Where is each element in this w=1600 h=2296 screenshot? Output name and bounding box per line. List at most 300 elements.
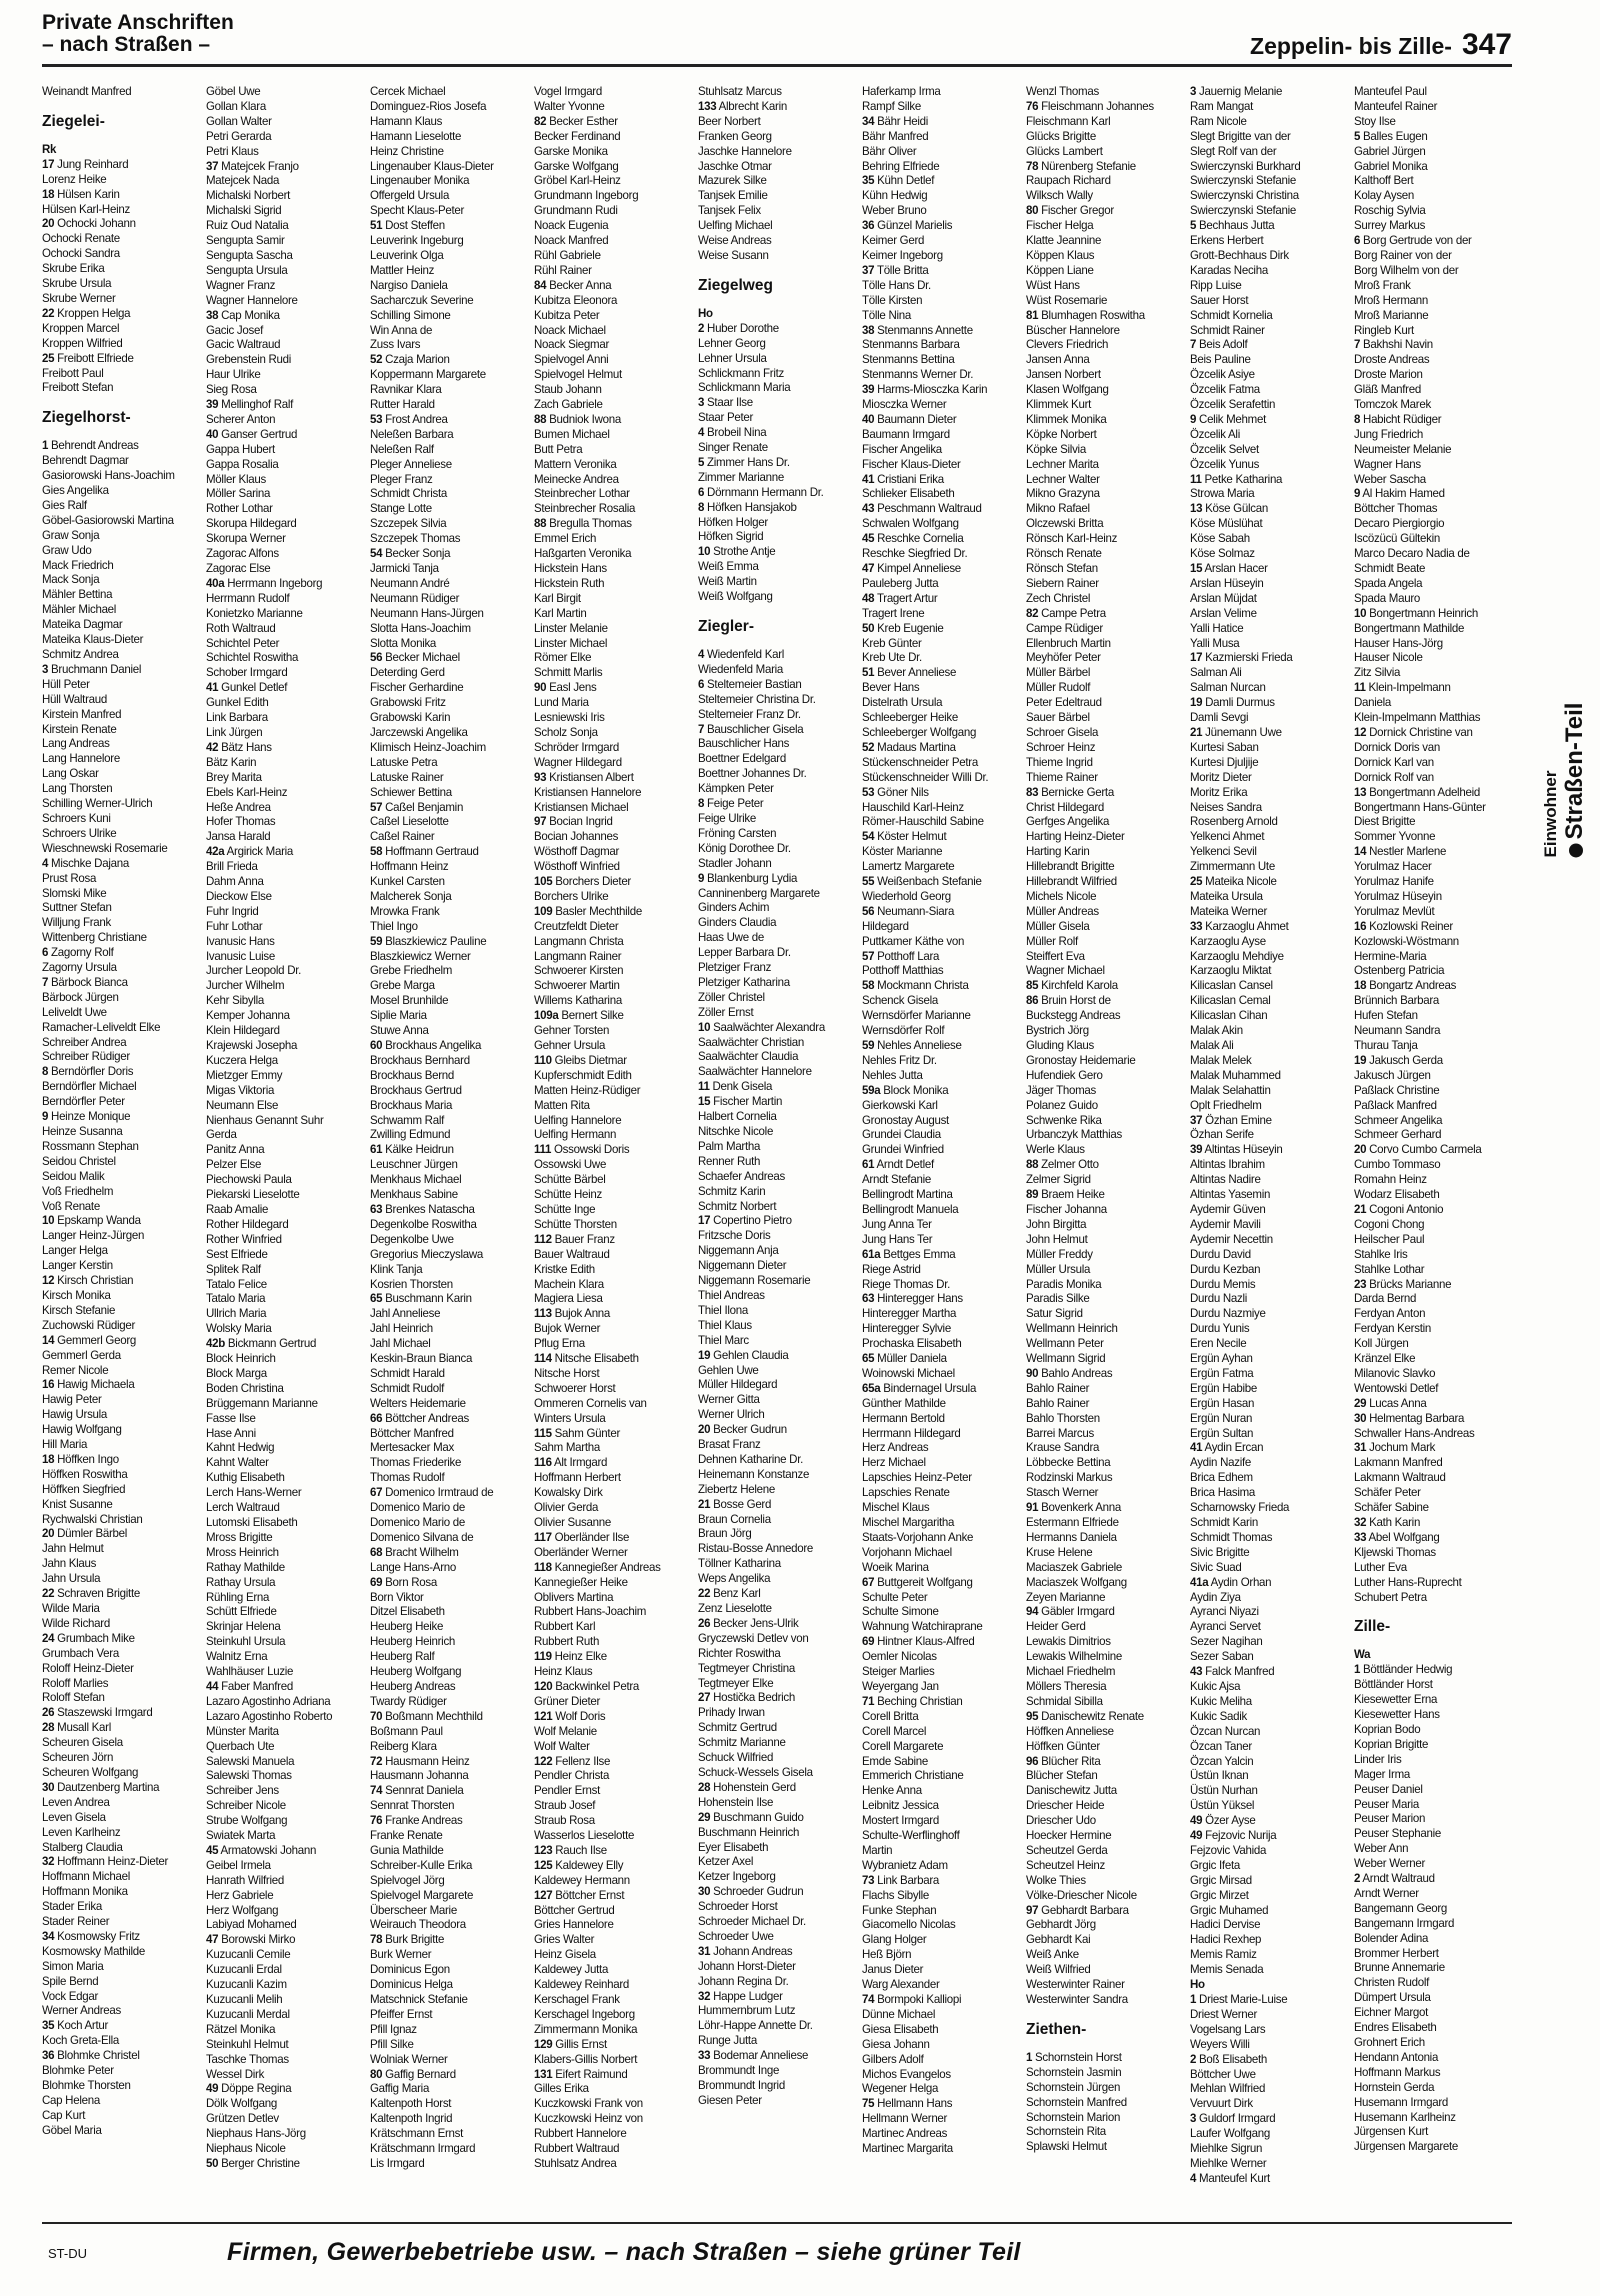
resident-entry: 7 Beis Adolf <box>1190 337 1248 352</box>
resident-entry: Üstün Yüksel <box>1190 1798 1255 1813</box>
resident-entry: Bongertmann Mathilde <box>1354 620 1465 635</box>
resident-entry: Michalski Sigrid <box>206 203 282 218</box>
resident-entry: Aydemir Mavili <box>1190 1216 1261 1231</box>
resident-entry: Brockhaus Gertrud <box>370 1082 462 1097</box>
resident-entry: 37 Matejcek Franjo <box>206 158 299 173</box>
resident-entry: Köppen Klaus <box>1026 247 1095 262</box>
resident-entry: Kreb Ute Dr. <box>862 650 922 665</box>
house-number: 82 <box>1026 605 1039 620</box>
resident-entry: Kolay Aysen <box>1354 188 1415 203</box>
resident-entry: Kosmowsky Mathilde <box>42 1943 146 1958</box>
resident-entry: 85 Kirchfeld Karola <box>1026 978 1118 993</box>
resident-entry: 56 Becker Michael <box>370 650 460 665</box>
resident-entry: Luther Eva <box>1354 1559 1407 1574</box>
resident-entry: Braun Cornelia <box>698 1511 771 1526</box>
resident-entry: 60 Brockhaus Angelika <box>370 1038 482 1052</box>
resident-entry: Bauer Waltraud <box>534 1246 610 1261</box>
house-number: 29 <box>1354 1395 1367 1410</box>
resident-entry: Oemler Nicolas <box>862 1649 937 1664</box>
resident-entry: Schwalen Wolfgang <box>862 516 959 531</box>
resident-entry: Wolsky Maria <box>206 1321 272 1336</box>
resident-entry: Brockhaus Maria <box>370 1097 453 1112</box>
resident-entry: 125 Kaldewey Elly <box>534 1857 624 1872</box>
resident-entry: Koprian Bodo <box>1354 1721 1421 1736</box>
house-number: 34 <box>862 113 875 128</box>
resident-entry: Ditzel Elisabeth <box>370 1604 445 1619</box>
resident-entry: Memis Senada <box>1190 1962 1264 1977</box>
resident-entry: Corell Marcel <box>862 1723 927 1738</box>
resident-entry: Ergün Hasan <box>1190 1395 1255 1410</box>
resident-entry: Heuberg Heinrich <box>370 1634 456 1649</box>
resident-entry: Manteufel Paul <box>1354 84 1427 98</box>
resident-entry: Müller Rudolf <box>1026 680 1091 695</box>
resident-entry: Grebe Marga <box>370 978 435 993</box>
resident-entry: 42 Bätz Hans <box>206 739 272 754</box>
resident-entry: Klatte Jeannine <box>1026 233 1102 248</box>
resident-entry: Rodzinski Markus <box>1026 1470 1113 1485</box>
resident-entry: Münster Marita <box>206 1723 279 1738</box>
resident-entry: Grgic Ifeta <box>1190 1857 1240 1872</box>
resident-entry: Brommundt Ingrid <box>698 2078 785 2092</box>
resident-entry: Fischer Johanna <box>1026 1201 1107 1216</box>
resident-entry: Klimisch Heinz-Joachim <box>370 739 486 754</box>
house-number: 9 <box>698 870 705 885</box>
resident-entry: Kiesewetter Erna <box>1354 1692 1438 1707</box>
resident-entry: Kaldewey Reinhard <box>534 1977 630 1992</box>
resident-entry: Rubbert Hannelore <box>534 2126 627 2141</box>
resident-entry: 4 Mischke Dajana <box>42 855 129 870</box>
resident-entry: 30 Dautzenberg Martina <box>42 1779 160 1794</box>
resident-entry: Mager Irma <box>1354 1766 1411 1781</box>
resident-entry: Haßgarten Veronika <box>534 546 632 561</box>
resident-entry: Hellmann Werner <box>862 2111 948 2126</box>
resident-entry: Mrowka Frank <box>370 903 440 918</box>
resident-entry: Pleger Anneliese <box>370 456 452 471</box>
resident-entry: Flachs Sibylle <box>862 1887 930 1902</box>
resident-entry: Lamertz Margarete <box>862 859 955 874</box>
house-number: 117 <box>534 1529 552 1544</box>
house-number: 1 <box>42 438 49 453</box>
resident-entry: Pauleberg Jutta <box>862 575 939 590</box>
resident-entry: Salman Ali <box>1190 665 1242 680</box>
house-number: 78 <box>370 1932 383 1947</box>
resident-entry: Raupach Richard <box>1026 173 1111 188</box>
resident-entry: Schütte Inge <box>534 1201 596 1216</box>
resident-entry: Slotta Monika <box>370 635 437 650</box>
resident-entry: Altintas Yasemin <box>1190 1187 1271 1202</box>
resident-entry: Heinze Susanna <box>42 1124 123 1138</box>
resident-entry: Kristiansen Michael <box>534 799 629 814</box>
resident-entry: Malak Ali <box>1190 1038 1234 1052</box>
house-number: 89 <box>1026 1187 1039 1202</box>
resident-entry: Keimer Ingeborg <box>862 247 943 262</box>
resident-entry: 58 Hoffmann Gertraud <box>370 844 479 859</box>
resident-entry: Wellmann Heinrich <box>1026 1321 1118 1336</box>
resident-entry: Wilksch Wally <box>1026 188 1093 203</box>
resident-entry: Offergeld Ursula <box>370 188 450 203</box>
resident-entry: Heinz Klaus <box>534 1664 593 1679</box>
house-number: 34 <box>42 1928 55 1943</box>
resident-entry: 11 Petke Katharina <box>1190 471 1283 486</box>
resident-entry: Schroeder Horst <box>698 1899 778 1914</box>
resident-entry: Giesa Elisabeth <box>862 2021 939 2036</box>
resident-entry: Rätzel Monika <box>206 2021 276 2036</box>
resident-entry: Gollan Klara <box>206 98 266 113</box>
resident-entry: Brasat Franz <box>698 1437 761 1452</box>
resident-entry: Link Barbara <box>206 710 268 725</box>
resident-entry: Böttcher Thomas <box>1354 501 1438 516</box>
resident-entry: 30 Helmentag Barbara <box>1354 1410 1465 1425</box>
resident-entry: Ivanusic Luise <box>206 948 275 963</box>
resident-entry: Feige Ulrike <box>698 810 757 825</box>
resident-entry: Kukic Ajsa <box>1190 1678 1241 1693</box>
house-number: 84 <box>534 277 547 292</box>
resident-entry: Grundei Claudia <box>862 1127 941 1142</box>
house-number: 26 <box>698 1615 711 1630</box>
resident-entry: Born Viktor <box>370 1589 424 1604</box>
resident-entry: 3 Staar Ilse <box>698 395 753 410</box>
resident-entry: Karzaoglu Mehdiye <box>1190 948 1284 963</box>
resident-entry: Latuske Rainer <box>370 769 444 784</box>
resident-entry: Kaldewey Hermann <box>534 1872 630 1887</box>
resident-entry: Herrmann Hildegard <box>862 1425 961 1440</box>
resident-entry: Schaefer Andreas <box>698 1168 785 1183</box>
resident-entry: Neumeister Melanie <box>1354 441 1452 456</box>
house-number: 59 <box>862 1038 875 1052</box>
house-number: 30 <box>698 1884 711 1899</box>
resident-entry: Fischer Gerhardine <box>370 680 464 695</box>
resident-entry: Kirsch Stefanie <box>42 1302 116 1317</box>
resident-entry: Miehlke Werner <box>1190 2155 1267 2170</box>
resident-entry: Brockhaus Bernhard <box>370 1052 470 1067</box>
resident-entry: Hohenstein Ilse <box>698 1794 774 1809</box>
resident-entry: Ringleb Kurt <box>1354 322 1414 337</box>
resident-entry: 14 Nestler Marlene <box>1354 844 1447 859</box>
resident-entry: Tölle Hans Dr. <box>862 277 931 292</box>
resident-entry: Hillebrandt Brigitte <box>1026 859 1115 874</box>
resident-entry: Staub Johann <box>534 382 602 397</box>
resident-entry: Schmitz Norbert <box>698 1198 777 1213</box>
resident-entry: 97 Gebhardt Barbara <box>1026 1902 1129 1917</box>
resident-entry: Wasserlos Lieselotte <box>534 1828 635 1843</box>
resident-entry: Grützen Detlev <box>206 2111 279 2126</box>
resident-entry: 58 Mockmann Christa <box>862 978 969 993</box>
resident-entry: Müller Bärbel <box>1026 665 1091 680</box>
resident-entry: Machein Klara <box>534 1276 604 1291</box>
resident-entry: Schornstein Marion <box>1026 2109 1121 2124</box>
resident-entry: Hinteregger Martha <box>862 1306 957 1321</box>
resident-entry: Rühl Rainer <box>534 262 592 277</box>
house-number: 85 <box>1026 978 1039 993</box>
resident-entry: Schroeder Uwe <box>698 1928 774 1943</box>
resident-entry: Willjung Frank <box>42 915 111 930</box>
resident-entry: Slegt Rolf van der <box>1190 143 1277 158</box>
resident-entry: Kruse Helene <box>1026 1544 1093 1559</box>
resident-entry: Schröder Irmgard <box>534 739 620 754</box>
resident-entry: Iscözücü Gültekin <box>1354 531 1441 546</box>
resident-entry: Gebhardt Kai <box>1026 1932 1091 1947</box>
house-number: 4 <box>1190 2170 1197 2185</box>
resident-entry: Schmidt Thomas <box>1190 1529 1273 1544</box>
resident-entry: Kowalsky Dirk <box>534 1485 603 1500</box>
resident-entry: Bähr Manfred <box>862 128 929 143</box>
resident-entry: Remer Nicole <box>42 1362 109 1377</box>
resident-entry: Singer Renate <box>698 440 768 455</box>
house-number: 4 <box>698 425 705 440</box>
resident-entry: Lapschies Renate <box>862 1485 950 1500</box>
resident-entry: Rother Winfried <box>206 1231 282 1246</box>
resident-entry: Zimmermann Monika <box>534 2021 638 2036</box>
resident-entry: Mikno Rafael <box>1026 501 1090 516</box>
resident-entry: Salewski Thomas <box>206 1768 292 1783</box>
resident-entry: Fuhr Lothar <box>206 918 263 933</box>
house-number: 68 <box>370 1544 383 1559</box>
resident-entry: Özcelik Yunus <box>1190 456 1260 471</box>
resident-entry: Giesa Johann <box>862 2036 930 2051</box>
resident-entry: Schreiber Rüdiger <box>42 1049 130 1064</box>
resident-entry: Berndörfler Peter <box>42 1094 125 1109</box>
resident-entry: Mattler Heinz <box>370 262 435 277</box>
resident-entry: Haas Uwe de <box>698 930 764 945</box>
resident-entry: Hoffmann Markus <box>1354 2064 1441 2079</box>
resident-entry: Fischer Angelika <box>862 441 942 456</box>
resident-entry: Grundmann Ingeborg <box>534 188 639 203</box>
resident-entry: Rönsch Renate <box>1026 546 1102 561</box>
resident-entry: Husemann Karlheinz <box>1354 2109 1456 2124</box>
resident-entry: Werner Gitta <box>698 1392 760 1407</box>
resident-entry: Grundei Winfried <box>862 1142 944 1157</box>
resident-entry: 14 Gemmerl Georg <box>42 1332 136 1347</box>
resident-entry: Jurcher Wilhelm <box>206 978 285 993</box>
resident-entry: Ram Nicole <box>1190 113 1247 128</box>
resident-entry: Leliveldt Uwe <box>42 1004 107 1019</box>
house-number: 88 <box>534 411 547 426</box>
resident-entry: Günther Mathilde <box>862 1395 946 1410</box>
house-number: 131 <box>534 2066 553 2081</box>
house-number: 26 <box>42 1705 55 1720</box>
resident-entry: Lang Thorsten <box>42 781 113 796</box>
resident-entry: Scheutzel Heinz <box>1026 1857 1105 1872</box>
resident-entry: Brünnich Barbara <box>1354 993 1440 1008</box>
resident-entry: Wodarz Elisabeth <box>1354 1187 1440 1202</box>
resident-entry: Zeyen Marianne <box>1026 1589 1106 1604</box>
bullet-icon <box>1569 843 1583 857</box>
house-number: 96 <box>1026 1753 1039 1768</box>
resident-entry: Husemann Irmgard <box>1354 2094 1449 2109</box>
resident-entry: Michael Friedhelm <box>1026 1664 1116 1679</box>
resident-entry: Brica Edhem <box>1190 1470 1253 1485</box>
resident-entry: Thiel Klaus <box>698 1317 752 1332</box>
resident-entry: Yorulmaz Hanife <box>1354 874 1434 889</box>
resident-entry: Ruiz Oud Natalia <box>206 218 289 233</box>
resident-entry: Dornick Rolf van <box>1354 769 1434 784</box>
resident-entry: Hermine-Maria <box>1354 948 1427 963</box>
resident-entry: Deterding Gerd <box>370 665 445 680</box>
house-number: 4 <box>42 855 49 870</box>
resident-entry: Ketzer Axel <box>698 1854 754 1869</box>
resident-entry: 19 Jakusch Gerda <box>1354 1052 1443 1067</box>
resident-entry: 96 Blücher Rita <box>1026 1753 1101 1768</box>
resident-entry: Memis Ramiz <box>1190 1947 1257 1962</box>
resident-entry: Hawig Ursula <box>42 1407 108 1422</box>
resident-entry: Sivic Suad <box>1190 1559 1242 1574</box>
house-number: 36 <box>862 218 875 233</box>
resident-entry: Steltemeier Christina Dr. <box>698 691 816 706</box>
house-number: 97 <box>1026 1902 1039 1917</box>
resident-entry: 75 Hellmann Hans <box>862 2096 953 2111</box>
resident-entry: Göbel Maria <box>42 2122 102 2137</box>
resident-entry: Mischel Klaus <box>862 1500 930 1515</box>
directory-columns <box>42 84 1512 2209</box>
resident-entry: 7 Bärbock Bianca <box>42 974 128 989</box>
resident-entry: Dahm Anna <box>206 874 264 889</box>
resident-entry: Wahnung Watchiraprane <box>862 1619 983 1634</box>
resident-entry: Rubbert Ruth <box>534 1634 600 1649</box>
resident-entry: Ziebertz Helene <box>698 1481 776 1496</box>
resident-entry: Böttcher Manfred <box>370 1425 454 1440</box>
resident-entry: Fischer Helga <box>1026 218 1094 233</box>
resident-entry: Schütte Thorsten <box>534 1216 617 1231</box>
resident-entry: 59 Nehles Anneliese <box>862 1038 962 1052</box>
house-number: 20 <box>1354 1142 1367 1157</box>
resident-entry: 118 Kannegießer Andreas <box>534 1559 661 1574</box>
house-number: 63 <box>862 1291 875 1306</box>
resident-entry: Durdu Memis <box>1190 1276 1256 1291</box>
resident-entry: Schulte-Werflinghoff <box>862 1828 960 1843</box>
resident-entry: Ergün Habibe <box>1190 1380 1258 1395</box>
resident-entry: 6 Zagorny Rolf <box>42 945 114 960</box>
resident-entry: Bahlo Thorsten <box>1026 1410 1100 1425</box>
resident-entry: Spile Bernd <box>42 1973 99 1988</box>
resident-entry: Strube Wolfgang <box>206 1813 288 1828</box>
house-number: 7 <box>1354 337 1361 352</box>
resident-entry: Wellmann Peter <box>1026 1336 1104 1351</box>
resident-entry: Schmidt Harald <box>370 1365 445 1380</box>
resident-entry: Wieschnewski Rosemarie <box>42 840 168 855</box>
resident-entry: Schulte Simone <box>862 1604 939 1619</box>
resident-entry: Mischel Margaritha <box>862 1515 955 1529</box>
resident-entry: 34 Kosmowsky Fritz <box>42 1928 140 1943</box>
house-number: 116 <box>534 1455 552 1470</box>
resident-entry: Nienhaus Genannt Suhr <box>206 1112 324 1127</box>
resident-entry: Krätschmann Ernst <box>370 2126 464 2141</box>
resident-entry: Jürgensen Margarete <box>1354 2139 1459 2154</box>
resident-entry: Blücher Stefan <box>1026 1768 1098 1783</box>
house-number: 113 <box>534 1306 552 1321</box>
house-number: 47 <box>862 561 875 575</box>
house-number: 90 <box>534 680 547 695</box>
house-number: 45 <box>862 531 875 546</box>
resident-entry: Thieme Rainer <box>1026 769 1098 784</box>
resident-entry: Gehner Torsten <box>534 1023 610 1038</box>
resident-entry: Jahl Michael <box>370 1336 431 1351</box>
side-tab <box>1540 640 1590 920</box>
resident-entry: Özcan Nurcan <box>1190 1723 1261 1738</box>
resident-entry: 29 Buschmann Guido <box>698 1809 804 1824</box>
resident-entry: Schmidt Rainer <box>1190 322 1265 337</box>
resident-entry: Droste Andreas <box>1354 352 1430 367</box>
resident-entry: Bellingrodt Manuela <box>862 1201 959 1216</box>
resident-entry: Üstün Nurhan <box>1190 1783 1258 1798</box>
resident-entry: Ellenbruch Martin <box>1026 635 1111 650</box>
house-number: 54 <box>862 829 875 844</box>
resident-entry: Zöller Christel <box>698 989 765 1004</box>
house-number: 122 <box>534 1753 553 1768</box>
resident-entry: Kuczkowski Frank von <box>534 2096 643 2111</box>
resident-entry: Weinandt Manfred <box>42 84 132 98</box>
resident-entry: 89 Braem Heike <box>1026 1187 1105 1202</box>
resident-entry: Bystrich Jörg <box>1026 1023 1089 1038</box>
resident-entry: Mateika Ursula <box>1190 888 1263 903</box>
resident-entry: Driescher Udo <box>1026 1813 1096 1828</box>
resident-entry: Michos Evangelos <box>862 2066 951 2081</box>
resident-entry: Ergün Nuran <box>1190 1410 1253 1425</box>
resident-entry: Nehles Jutta <box>862 1067 923 1082</box>
resident-entry: Stuhlsatz Andrea <box>534 2155 617 2170</box>
resident-entry: Keskin-Braun Bianca <box>370 1351 473 1366</box>
house-number: 88 <box>534 516 547 531</box>
resident-entry: Thieme Ingrid <box>1026 754 1093 769</box>
resident-entry: 109a Bernert Silke <box>534 1008 624 1023</box>
resident-entry: Weise Susann <box>698 247 769 262</box>
resident-entry: Roth Waltraud <box>206 620 276 635</box>
house-number: 17 <box>698 1213 711 1228</box>
resident-entry: Sezer Saban <box>1190 1649 1254 1664</box>
resident-entry: Möller Sarina <box>206 486 271 501</box>
house-number: 31 <box>1354 1440 1367 1455</box>
resident-entry: Graw Sonja <box>42 527 100 542</box>
resident-entry: Stoy Ilse <box>1354 113 1396 128</box>
resident-entry: Weiß Emma <box>698 559 759 574</box>
resident-entry: Kirsch Monika <box>42 1287 111 1302</box>
resident-entry: 16 Hawig Michaela <box>42 1377 135 1392</box>
resident-entry: Olivier Susanne <box>534 1515 612 1529</box>
resident-entry: Yorulmaz Hacer <box>1354 859 1432 874</box>
resident-entry: Sauer Horst <box>1190 292 1249 307</box>
resident-entry: Durdu Nazmiye <box>1190 1306 1266 1321</box>
resident-entry: Kerschagel Frank <box>534 1992 620 2006</box>
resident-entry: 1 Driest Marie-Luise <box>1190 1992 1288 2006</box>
house-number: 51 <box>370 218 383 233</box>
resident-entry: Vogelsang Lars <box>1190 2021 1266 2036</box>
resident-entry: König Dorothee Dr. <box>698 840 791 855</box>
resident-entry: Stalberg Claudia <box>42 1839 123 1854</box>
resident-entry: Kurtesi Saban <box>1190 739 1259 754</box>
district-code: Ho <box>698 305 713 320</box>
resident-entry: Driescher Heide <box>1026 1798 1105 1813</box>
resident-entry: Dölk Wolfgang <box>206 2096 277 2111</box>
house-number: 11 <box>1354 680 1366 695</box>
resident-entry: 131 Eifert Raimund <box>534 2066 628 2081</box>
house-number: 41 <box>206 680 219 695</box>
resident-entry: Köse Sabah <box>1190 531 1250 546</box>
resident-entry: Skrube Ursula <box>42 276 112 291</box>
resident-entry: Hoffmann Herbert <box>534 1470 621 1485</box>
resident-entry: Ivanusic Hans <box>206 933 275 948</box>
resident-entry: Rutter Harald <box>370 397 435 412</box>
resident-entry: Kirstein Renate <box>42 721 117 736</box>
directory-column <box>862 84 1020 2209</box>
resident-entry: Boßmann Paul <box>370 1723 443 1738</box>
resident-entry: Ripp Luise <box>1190 277 1242 292</box>
resident-entry: Steinbrecher Lothar <box>534 486 630 501</box>
resident-entry: Stahlke Iris <box>1354 1246 1408 1261</box>
resident-entry: Halbert Cornelia <box>698 1109 777 1124</box>
resident-entry: Yelkenci Ahmet <box>1190 829 1265 844</box>
resident-entry: Sommer Yvonne <box>1354 829 1436 844</box>
resident-entry: Ram Mangat <box>1190 98 1254 113</box>
resident-entry: Garske Monika <box>534 143 608 158</box>
